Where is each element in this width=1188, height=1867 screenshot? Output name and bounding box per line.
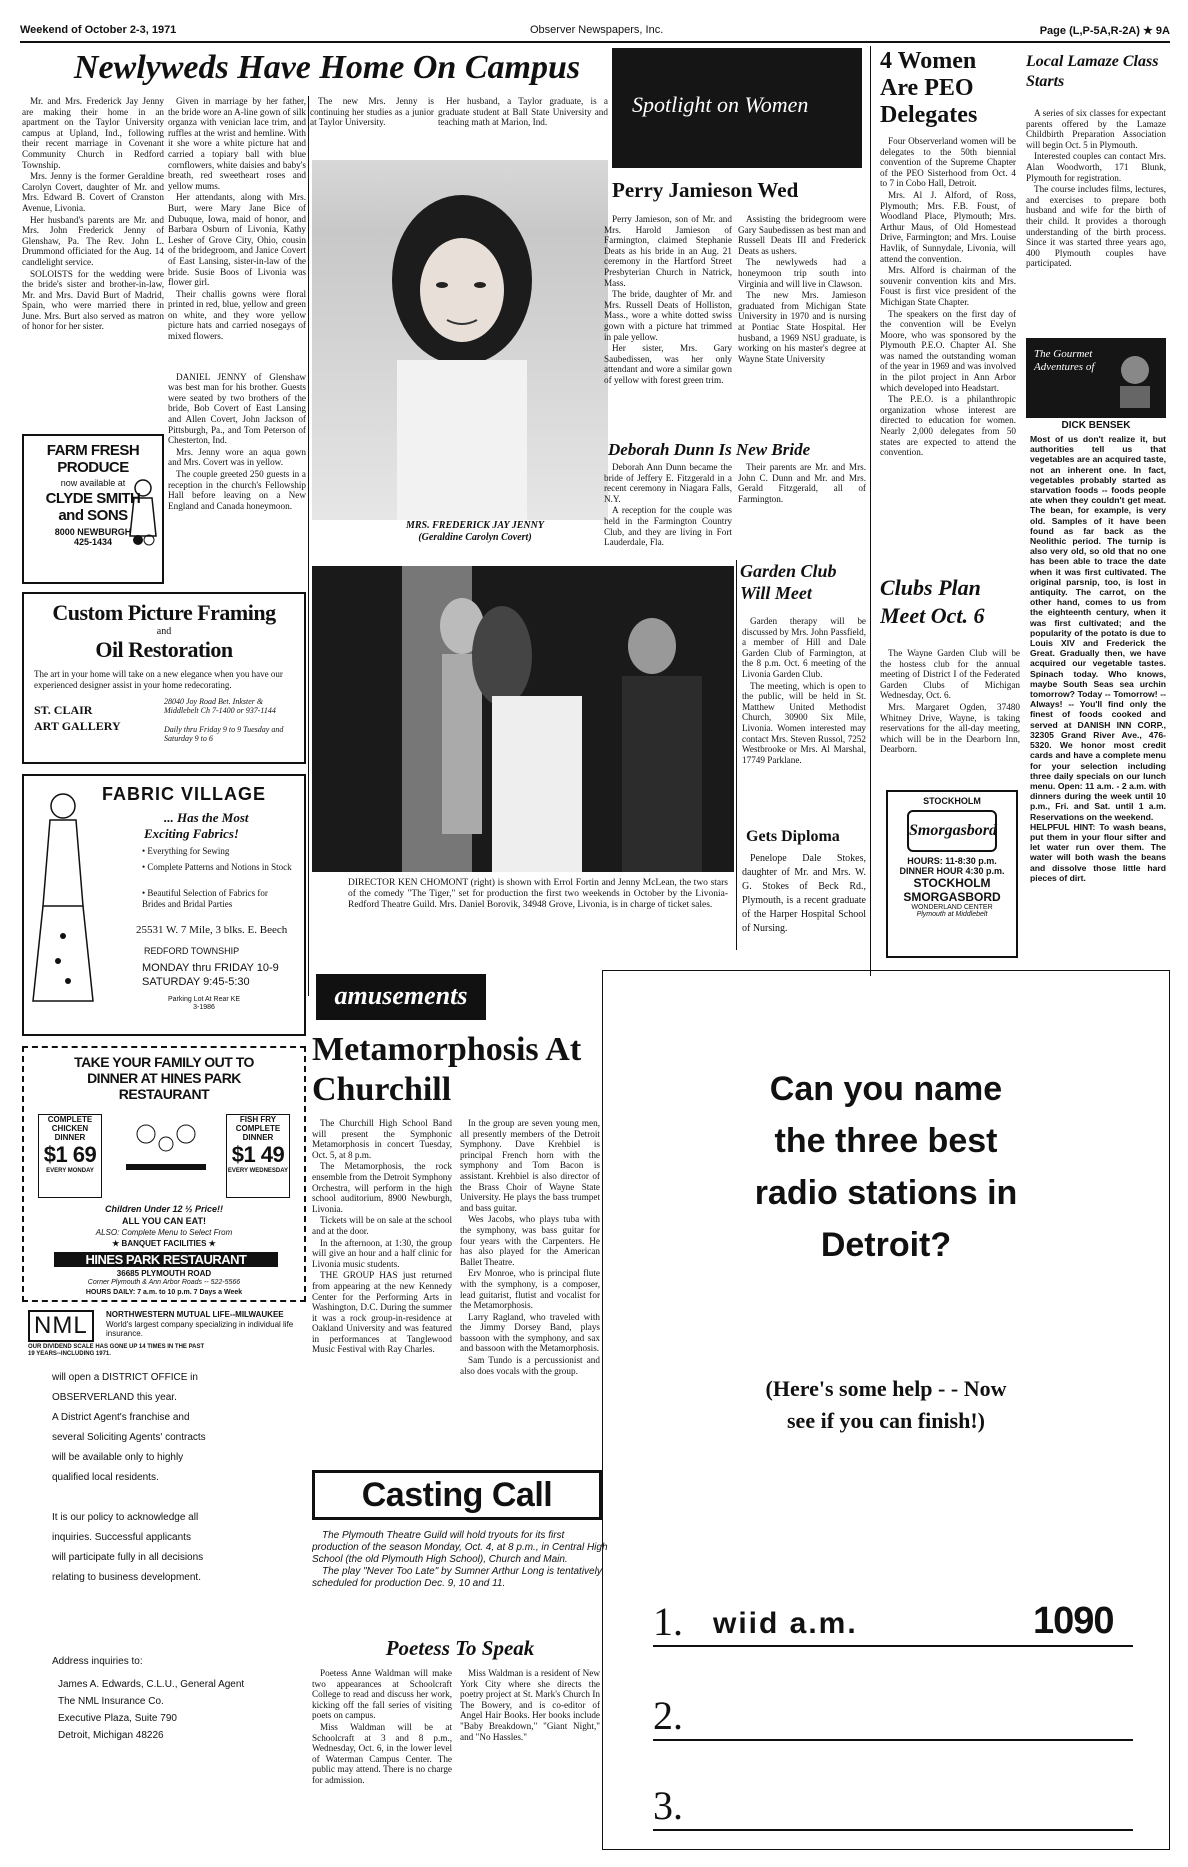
farm-ad-line1: FARM FRESH (46, 442, 140, 459)
garden-para: The meeting, which is open to the public, will be held in St. Matthew United Methodist Church, 30900 Six Mile, Livonia. Women interested may contact Mrs. Steven Russol, 7252 Westbrooke or Mrs. Al Marshal, 17749 Parklane. (742, 680, 866, 765)
newlyweds-para: The new Mrs. Jenny is continuing her studies as a junior at Taylor University. (310, 96, 434, 128)
radio-help (603, 1373, 1169, 1437)
lamaze-headline: Local Lamaze Class Starts (1026, 53, 1159, 90)
spotlight-title: Spotlight on Women (632, 92, 809, 117)
nml-address (58, 1676, 298, 1744)
metamorphosis-para: Tickets will be on sale at the school and at the door. (312, 1215, 452, 1236)
radio-q-line: Detroit? (820, 1226, 952, 1264)
newlyweds-para: Her husband, a Taylor graduate, is a graduate student at Ball State University and teaching math at Marion, Ind. (438, 96, 608, 128)
newlyweds-para: Her attendants, along with Mrs. Burt, were Mary Jane Bice of Dubuque, Iowa, maid of honor, and Barbara Osburn of Livonia, Kathy Lesher of Grove City, Ohio, cousin of the bridegroom, and Janice Covert of East Lansing, sister-in-law of the bride. Susie Boos of Livonia was flower girl. (168, 192, 306, 288)
chicken-day: EVERY MONDAY (46, 1168, 94, 1174)
farm-ad-line2: PRODUCE (57, 459, 129, 476)
lamaze-para: A series of six classes for expectant parents offered by the Lamaze Childbirth Preparation Association will begin Oct. 5 in Plymouth. (1026, 108, 1166, 150)
radio-answer-3[interactable] (653, 1779, 1133, 1831)
metamorphosis-para: In the group are seven young men, all presently members of the Detroit Symphony. Dave Krehbiel is principal French horn with the symphony and Tom Bacon is assistant. Krehbiel is also director of the Brass Choir of Wayne State University. He plays the bass trumpet and bass guitar. (460, 1118, 600, 1213)
casting-para: The Plymouth Theatre Guild will hold tryouts for its first production of the season Monday, Oct. 4, at 8 p.m., in Central High School (the old Plymouth High School), Church and Main. (312, 1530, 608, 1565)
peo-para: Four Observerland women will be delegates to the 50th biennial convention of the Supreme Chapter of the PEO Sisterhood from Oct. 4 to 7 in Cobo Hall, Detroit. (880, 136, 1016, 189)
jamieson-para: Assisting the bridegroom were Gary Saubedissen as best man and Russell Deats III and Frederick Deats as ushers. (738, 214, 866, 256)
answer-1-frequency: 1090 (1033, 1600, 1114, 1642)
clubs-headline: Clubs Plan Meet Oct. 6 (880, 575, 985, 628)
radio-q-line: radio stations in (754, 1174, 1018, 1212)
newlyweds-headline: Newlyweds Have Home On Campus (73, 49, 581, 86)
peo-para: Mrs. Alford is chairman of the souvenir convention kits and Mrs. Foust is first vice president of the Michigan State Chapter. (880, 265, 1016, 307)
nml-address-line: James A. Edwards, C.L.U., General Agent (58, 1679, 245, 1690)
actors-illustration (312, 566, 734, 872)
bride-caption-name: MRS. FREDERICK JAY JENNY (405, 520, 544, 531)
nml-logo: NML (28, 1310, 94, 1342)
fabric-address: 25531 W. 7 Mile, 3 blks. E. Beech (136, 924, 288, 936)
page-number: Page (L,P-5A,R-2A) ★ 9A (1039, 25, 1170, 37)
smorgasbord-name2: SMORGASBORD (903, 890, 1001, 904)
gourmet-banner (1026, 338, 1166, 418)
radio-q-line: Can you name (769, 1070, 1003, 1108)
fish-day: EVERY WEDNESDAY (227, 1168, 289, 1174)
nml-line: OBSERVERLAND this year. (52, 1392, 177, 1403)
jamieson-para: The newlyweds had a honeymoon trip south into Virginia and will live in Clawson. (738, 257, 866, 289)
nml-line: will open a DISTRICT OFFICE in (52, 1372, 198, 1383)
metamorphosis-para: Sam Tundo is a percussionist and also does vocals with the group. (460, 1355, 600, 1376)
peo-para: The P.E.O. is a philanthropic organization whose interest are directed to education for women. Nearly 2,000 delegates from 50 states are expected to attend the convention. (880, 394, 1016, 458)
nml-address-head: Address inquiries to: (52, 1656, 143, 1667)
issue-date: Weekend of October 2-3, 1971 (20, 24, 177, 36)
hines-name: HINES PARK RESTAURANT (54, 1252, 278, 1267)
casting-call-headline: Casting Call (312, 1470, 602, 1520)
fabric-village-name: FABRIC VILLAGE (102, 784, 267, 804)
farm-ad-line5: and SONS (58, 507, 128, 524)
radio-question (603, 1063, 1169, 1271)
fabric-township: REDFORD TOWNSHIP (144, 946, 240, 956)
newlyweds-col-2 (168, 96, 306, 596)
smorgasbord-ad (886, 790, 1018, 958)
bride-photo (312, 160, 608, 520)
answer-3-number: 3. (653, 1783, 683, 1828)
nml-line: A District Agent's franchise and (52, 1412, 190, 1423)
farm-ad-address: 8000 NEWBURGH (54, 527, 132, 537)
hines-hours: HOURS DAILY: 7 a.m. to 10 p.m. 7 Days a Week (85, 1289, 243, 1296)
gourmet-title: The Gourmet Adventures of (1034, 348, 1095, 373)
dunn-headline: Deborah Dunn Is New Bride (608, 440, 811, 459)
answer-1-number: 1. (653, 1599, 683, 1644)
theatre-photo (312, 566, 734, 872)
clubs-para: The Wayne Garden Club will be the hostess club for the annual meeting of District I of the Federated Garden Clubs of Michigan Wednesday, Oct. 6. (880, 648, 1020, 701)
fabric-hours-1: MONDAY thru FRIDAY 10-9 (142, 962, 279, 974)
jamieson-col-2 (738, 214, 866, 444)
gourmet-byline: DICK BENSEK (1061, 420, 1131, 431)
seamstress-illustration (28, 786, 98, 1016)
diploma-headline: Gets Diploma (746, 828, 840, 845)
hines-head-3: RESTAURANT (118, 1086, 210, 1102)
smorgasbord-hours1: HOURS: 11-8:30 p.m. (907, 856, 997, 866)
nml-line: qualified local residents. (52, 1472, 159, 1483)
fabric-item: • Beautiful Selection of Fabrics for Brides and Bridal Parties (142, 888, 268, 909)
hines-head-2: DINNER AT HINES PARK (87, 1070, 241, 1086)
fabric-parking: Parking Lot At Rear KE 3-1986 (168, 996, 240, 1011)
nml-ad (22, 1310, 306, 1770)
nml-address-line: Detroit, Michigan 48226 (58, 1730, 164, 1741)
nml-line (52, 1488, 302, 1508)
fabric-slogan-1: ... Has the Most (164, 810, 249, 825)
lamaze-para: The course includes films, lectures, and exercises to prepare both husband and wife for the birth of their child. It provides a thorough understanding of the birth process. Since it was started three years ago, 400 Plymouth couples have participated. (1026, 184, 1166, 269)
nml-tagline: World's largest company specializing in individual life insurance. (106, 1320, 294, 1338)
radio-answer-1[interactable] (653, 1595, 1133, 1647)
metamorphosis-para: The Churchill High School Band will present the Symphonic Metamorphosis in concert Tuesday, Oct. 5, at 8 p.m. (312, 1118, 452, 1160)
hines-also: ALSO: Complete Menu to Select From (95, 1228, 233, 1237)
poetess-col-1 (312, 1668, 452, 1826)
smorgasbord-hours2: DINNER HOUR 4:30 p.m. (899, 866, 1005, 876)
fabric-item-text: Complete Patterns and Notions in Stock (147, 862, 292, 872)
newlyweds-col-4 (438, 96, 608, 156)
nml-line: relating to business development. (52, 1572, 201, 1583)
chef-portrait (1110, 348, 1160, 408)
framing-name1: ST. CLAIR (34, 703, 93, 717)
peo-para: The speakers on the first day of the convention will be Evelyn Moore, who was sponsored by the Plymouth P.E.O. Chapter AI. She was named the outstanding woman of the year in 1969 and was involved in the pilot project in Ann Arbor which developed into Headstart. (880, 308, 1016, 393)
radio-q-line: the three best (774, 1122, 998, 1160)
garden-para: Garden therapy will be discussed by Mrs. John Passfield, a member of Hill and Dale Garden Club of Farmington, at the 8 p.m. Oct. 6 meeting of the Livonia Garden Club. (742, 616, 866, 679)
jamieson-para: Perry Jamieson, son of Mr. and Mrs. Harold Jamieson of Farmington, claimed Stephanie Deats as his bride in an Aug. 21 ceremony in the Hartford Street Presbyterian Church in Natrick, Mass. (604, 214, 732, 288)
garden-col (742, 616, 866, 822)
jamieson-col-1 (604, 214, 732, 444)
farm-fresh-ad (22, 434, 164, 584)
peo-col (880, 136, 1016, 568)
gourmet-hint: HELPFUL HINT: To wash beans, put them in your flour sifter and let water run over them. The water will both wash the beans and dissolve those little hard pieces of dirt. (1030, 821, 1166, 883)
newlyweds-para: Their challis gowns were floral printed in red, blue, yellow and green on white, and they wore yellow picture hats and carried nosegays of mixed flowers. (168, 288, 306, 342)
hines-address: 36685 PLYMOUTH ROAD (116, 1269, 212, 1278)
nml-line: It is our policy to acknowledge all (52, 1512, 199, 1523)
nml-line: several Soliciting Agents' contracts (52, 1432, 206, 1443)
nml-scale: OUR DIVIDEND SCALE HAS GONE UP 14 TIMES IN THE PAST 19 YEARS--INCLUDING 1971. (28, 1344, 205, 1357)
newlyweds-para: DANIEL JENNY of Glenshaw was best man for his brother. Guests were seated by two brothers of the bride, Bob Covert of East Lansing and Allen Covert, John Jackson of Pittsburgh, Pa., and Tom Peterson of Chesterton, Ind. (168, 371, 306, 446)
framing-name2: ART GALLERY (34, 719, 121, 733)
newlyweds-para: SOLOISTS for the wedding were the bride's sister and brother-in-law, Mr. and Mrs. David Burt of Madrid, Spain, who were married there in June. Mrs. Burt also served as matron of honor for her sister. (22, 268, 164, 332)
bride-caption-maiden: (Geraldine Carolyn Covert) (418, 532, 532, 543)
metamorphosis-para: Larry Ragland, who traveled with the Jimmy Dorsey Band, plays bassoon with the symphony, and sax and bassoon with the Metamorphosis. (460, 1311, 600, 1354)
smorgasbord-name1: STOCKHOLM (913, 876, 991, 890)
gourmet-column (1030, 434, 1166, 982)
jamieson-headline: Perry Jamieson Wed (612, 178, 799, 202)
metamorphosis-col-1 (312, 1118, 452, 1466)
garden-headline: Garden Club Will Meet (740, 561, 837, 603)
jamieson-para: The bride, daughter of Mr. and Mrs. Russell Deats of Holliston, Mass., wore a white dotted swiss gown with a picture hat trimmed in pale yellow. (604, 289, 732, 342)
diploma-text: Penelope Dale Stokes, daughter of Mr. and Mrs. W. G. Stokes of Beck Rd., Plymouth, is a recent graduate of the Harper Hospital School of Nursing. (742, 853, 866, 934)
smorgasbord-top: STOCKHOLM (923, 796, 981, 806)
gourmet-text: Most of us don't realize it, but authorities tell us that vegetables are an acquired taste, not an inherent one. In fact, vegetables probably started as starvation foods -- foods people ate when they couldn't get meat. The bean, for example, is very old. Samples of it have been found as far back as the Neolithic period. The turnip is also very old, so old that no one has been able to trace the date when it was first cultivated. The original parsnip, too, is lost in antiquity. The carrot, on the other hand, comes to us from the eighteenth century, when it was first cultivated; and the popularity of the potato is due to Louis XIV and Frederick the Great. Gradually then, we have acquired our vegetable tastes. Spinach today. Who knows, maybe South Seas sea urchin tomorrow? Today -- Tomorrow! -- Always! -- You'll find only the finest of foods cooked and served at DANISH INN CORP., 32305 Grand River Ave., 476-5320. We honor most credit cards and have a complete menu for your selection including three daily specials on our lunch menu. Open: 11 a.m. - 2 a.m. with dinners during the week until 10 p.m., Fri. and Sat. until 1 a.m. Reservations on the weekend. (1030, 434, 1166, 822)
newlyweds-para: Mr. and Mrs. Frederick Jay Jenny are making their home in an apartment on the Taylor University campus at Upland, Ind., following their recent marriage in Covenant Community Church in Redford Township. (22, 96, 164, 170)
dunn-para: Their parents are Mr. and Mrs. John C. Dunn and Mr. and Mrs. Gerald Fitzgerald, all of Farmington. (738, 462, 866, 504)
hines-banquet: ★ BANQUET FACILITIES ★ (112, 1239, 216, 1248)
farm-ad-line4: CLYDE SMITH (45, 490, 141, 507)
framing-title2: Oil Restoration (95, 637, 233, 662)
amusements-label: amusements (316, 974, 486, 1020)
answer-2-number: 2. (653, 1693, 683, 1738)
answer-1-station: wiid a.m. (713, 1607, 858, 1640)
clubs-col (880, 648, 1020, 782)
hines-park-ad (22, 1046, 306, 1302)
newlyweds-para: Mrs. Jenny is the former Geraldine Carolyn Covert, daughter of Mr. and Mrs. Edward B. Covert of Cranston Avenue, Livonia. (22, 171, 164, 213)
radio-help-line: (Here's some help - - Now (765, 1376, 1007, 1401)
jamieson-para: Her sister, Mrs. Gary Saubedissen, was her only attendant and wore a similar gown of yellow with forest green trim. (604, 343, 732, 385)
nml-line: will be available only to highly (52, 1452, 184, 1463)
fabric-item: • Complete Patterns and Notions in Stock (142, 862, 292, 872)
fabric-village-ad (22, 774, 306, 1036)
fabric-slogan-2: Exciting Fabrics! (144, 826, 239, 841)
dunn-para: Deborah Ann Dunn became the bride of Jeffery E. Fitzgerald in a recent ceremony in Niagara Falls, N.Y. (604, 462, 732, 504)
dunn-col-1 (604, 462, 732, 558)
clubs-para: Mrs. Margaret Ogden, 37480 Whitney Drive, Wayne, is taking reservations for the all-day meeting, which will be in the Dearborn Inn, Dearborn. (880, 701, 1020, 755)
newlyweds-col-3 (310, 96, 434, 156)
metamorphosis-para: THE GROUP HAS just returned from appearing at the new Kennedy Center for the Performing Arts in Washington, D.C. During the summer it was a rock group-in-residence at Oakland University and was featured in performances at Tanglewood Music Festival with Ray Charles. (312, 1270, 452, 1355)
publisher-name: Observer Newspapers, Inc. (530, 24, 664, 36)
framing-ad (22, 592, 306, 764)
nml-line: inquiries. Successful applicants (52, 1532, 191, 1543)
dunn-col-2 (738, 462, 866, 558)
hines-head-1: TAKE YOUR FAMILY OUT TO (74, 1054, 254, 1070)
framing-title1: Custom Picture Framing (52, 600, 276, 625)
farmer-illustration (126, 476, 160, 546)
newlyweds-col-1 (22, 96, 164, 426)
nml-body (52, 1368, 302, 1588)
metamorphosis-para: In the afternoon, at 1:30, the group will give an hour and a half clinic for Livonia music students. (312, 1237, 452, 1269)
dunn-para: A reception for the couple was held in the Farmington Country Club, and they are living in Fort Lauderdale, Fla. (604, 505, 732, 548)
hines-children: Children Under 12 ½ Price!! (104, 1204, 224, 1214)
nml-line: will participate fully in all decisions (52, 1552, 204, 1563)
framing-body: The art in your home will take on a new elegance when you have our experienced designer assist in your home redecorating. (34, 669, 283, 690)
smorgasbord-center: WONDERLAND CENTER (911, 904, 993, 911)
spotlight-banner (612, 48, 862, 168)
radio-answer-2[interactable] (653, 1689, 1133, 1741)
bride-portrait-illustration (312, 160, 608, 520)
hines-all: ALL YOU CAN EAT! (121, 1216, 206, 1226)
fabric-hours-2: SATURDAY 9:45-5:30 (142, 976, 250, 988)
page-header (20, 24, 1170, 40)
poetess-para: Poetess Anne Waldman will make two appearances at Schoolcraft College to read and discuss her work, kicking off the fall series of visiting poets on campus. (312, 1668, 452, 1721)
metamorphosis-para: Wes Jacobs, who plays tuba with the symphony, was bass guitar for four years with the Carpenters. He has also played for the American Ballet Theatre. (460, 1214, 600, 1267)
nml-address-line: The NML Insurance Co. (58, 1696, 164, 1707)
metamorphosis-para: The Metamorphosis, the rock ensemble from the Detroit Symphony Orchestra, will perform in the high school auditorium, 8900 Newburgh, Livonia. (312, 1161, 452, 1214)
casting-para: The play "Never Too Late" by Sumner Arthur Long is tentatively scheduled for production Dec. 9, 10 and 11. (312, 1566, 602, 1589)
family-dinner-illustration (116, 1114, 216, 1194)
nml-company: NORTHWESTERN MUTUAL LIFE--MILWAUKEE (106, 1310, 284, 1319)
metamorphosis-para: Erv Monroe, who is principal flute with the symphony, is a composer, lead guitarist, flutist and vocalist for the Metamorphosis. (460, 1268, 600, 1311)
newlyweds-para: Her husband's parents are Mr. and Mrs. John Frederick Jenny of Glenshaw, Pa. The Rev. John L. Drummond officiated for the Aug. 14 candlelight service. (22, 214, 164, 267)
radio-quiz-ad (602, 970, 1170, 1850)
peo-headline: 4 Women Are PEO Delegates (880, 48, 978, 128)
poetess-headline: Poetess To Speak (385, 1636, 535, 1660)
chicken-price: $1 69 (43, 1142, 97, 1167)
fish-dinner-box (226, 1114, 290, 1198)
fabric-item: • Everything for Sewing (142, 846, 230, 856)
diploma-col (742, 852, 866, 952)
chicken-dinner-box (38, 1114, 102, 1198)
poetess-col-2 (460, 1668, 600, 1826)
jamieson-para: The new Mrs. Jamieson graduated from Michigan State University in 1970 and is nursing at Pontiac State Hospital. Her husband, a 1969 NSU graduate, is working on his master's degree at Wayne State University (738, 290, 866, 364)
theatre-caption: DIRECTOR KEN CHOMONT (right) is shown with Errol Fortin and Jenny McLean, the two stars of the comedy "The Tiger," set for production the first two weekends in October by the Livonia-Redford Theatre Guild. Mrs. Daniel Borovik, 34948 Grove, Livonia, is in charge of ticket sales. (348, 878, 728, 910)
metamorphosis-headline: Metamorphosis At Churchill (312, 1031, 582, 1108)
fish-price: $1 49 (231, 1142, 285, 1167)
casting-body (312, 1530, 608, 1630)
metamorphosis-col-2 (460, 1118, 600, 1466)
smorgasbord-location: Plymouth at Middlebelt (916, 911, 988, 918)
nml-address-line: Executive Plaza, Suite 790 (58, 1713, 177, 1724)
farm-ad-line3: now available at (60, 478, 126, 488)
bride-caption (360, 520, 590, 546)
poetess-para: Miss Waldman is a resident of New York City where she directs the poetry project at St. Mark's Church In The Bowery, and is co-editor of Angel Hair Books. Her books include "Baby Breakdown," "Giant Night," and "No Hassles." (460, 1668, 600, 1742)
peo-para: Mrs. Al J. Alford, of Ross, Plymouth; Mrs. F.B. Foust, of Woodland Place, Plymouth; Mrs. Arthur Maus, of Old Homestead Drive, Farmington; and Mrs. Louise Havlik, of Sunnydale, Livonia, will attend the convention. (880, 189, 1016, 264)
newlyweds-para: Mrs. Jenny wore an aqua gown and Mrs. Covert was in yellow. (168, 446, 306, 468)
hines-corner: Corner Plymouth & Ann Arbor Roads -- 522-5566 (87, 1279, 241, 1286)
fish-label: FISH FRY COMPLETE DINNER (235, 1115, 281, 1142)
chicken-label: COMPLETE CHICKEN DINNER (47, 1115, 93, 1142)
framing-address: 28040 Joy Road Bet. Inkster & Middlebelt Ch 7-1400 or 937-1144 (164, 697, 276, 715)
newlyweds-para: Given in marriage by her father, the bride wore an A-line gown of silk organza with venician lace trim, and ruffles at the wrist and hemline. With it she wore a white picture hat and carried a topiary ball with blue cornflowers, white daisies and baby's breath, red sweetheart roses and yellow mums. (168, 96, 306, 191)
poetess-para: Miss Waldman will be at Schoolcraft at 3 and 8 p.m., Wednesday, Oct. 6, in the lower level of Waterman Campus Center. The public may attend. There is no charge for admission. (312, 1721, 452, 1785)
farm-ad-phone: 425-1434 (73, 537, 113, 547)
framing-and: and (156, 626, 172, 637)
lamaze-col (1026, 108, 1166, 342)
lamaze-para: Interested couples can contact Mrs. Alan Woodworth, 171 Blunk, Plymouth for registration. (1026, 151, 1166, 183)
radio-help-line: see if you can finish!) (787, 1408, 985, 1433)
smorgasbord-logo: Smorgasbord (907, 810, 997, 852)
framing-hours: Daily thru Friday 9 to 9 Tuesday and Saturday 9 to 6 (164, 725, 284, 743)
fabric-item-text: Everything for Sewing (147, 846, 230, 856)
newlyweds-para: The couple greeted 250 guests in a reception in the church's Fellowship Hall before leaving on a New England and Canada honeymoon. (168, 469, 306, 511)
fabric-item-text: Beautiful Selection of Fabrics for Brides and Bridal Parties (142, 888, 268, 909)
